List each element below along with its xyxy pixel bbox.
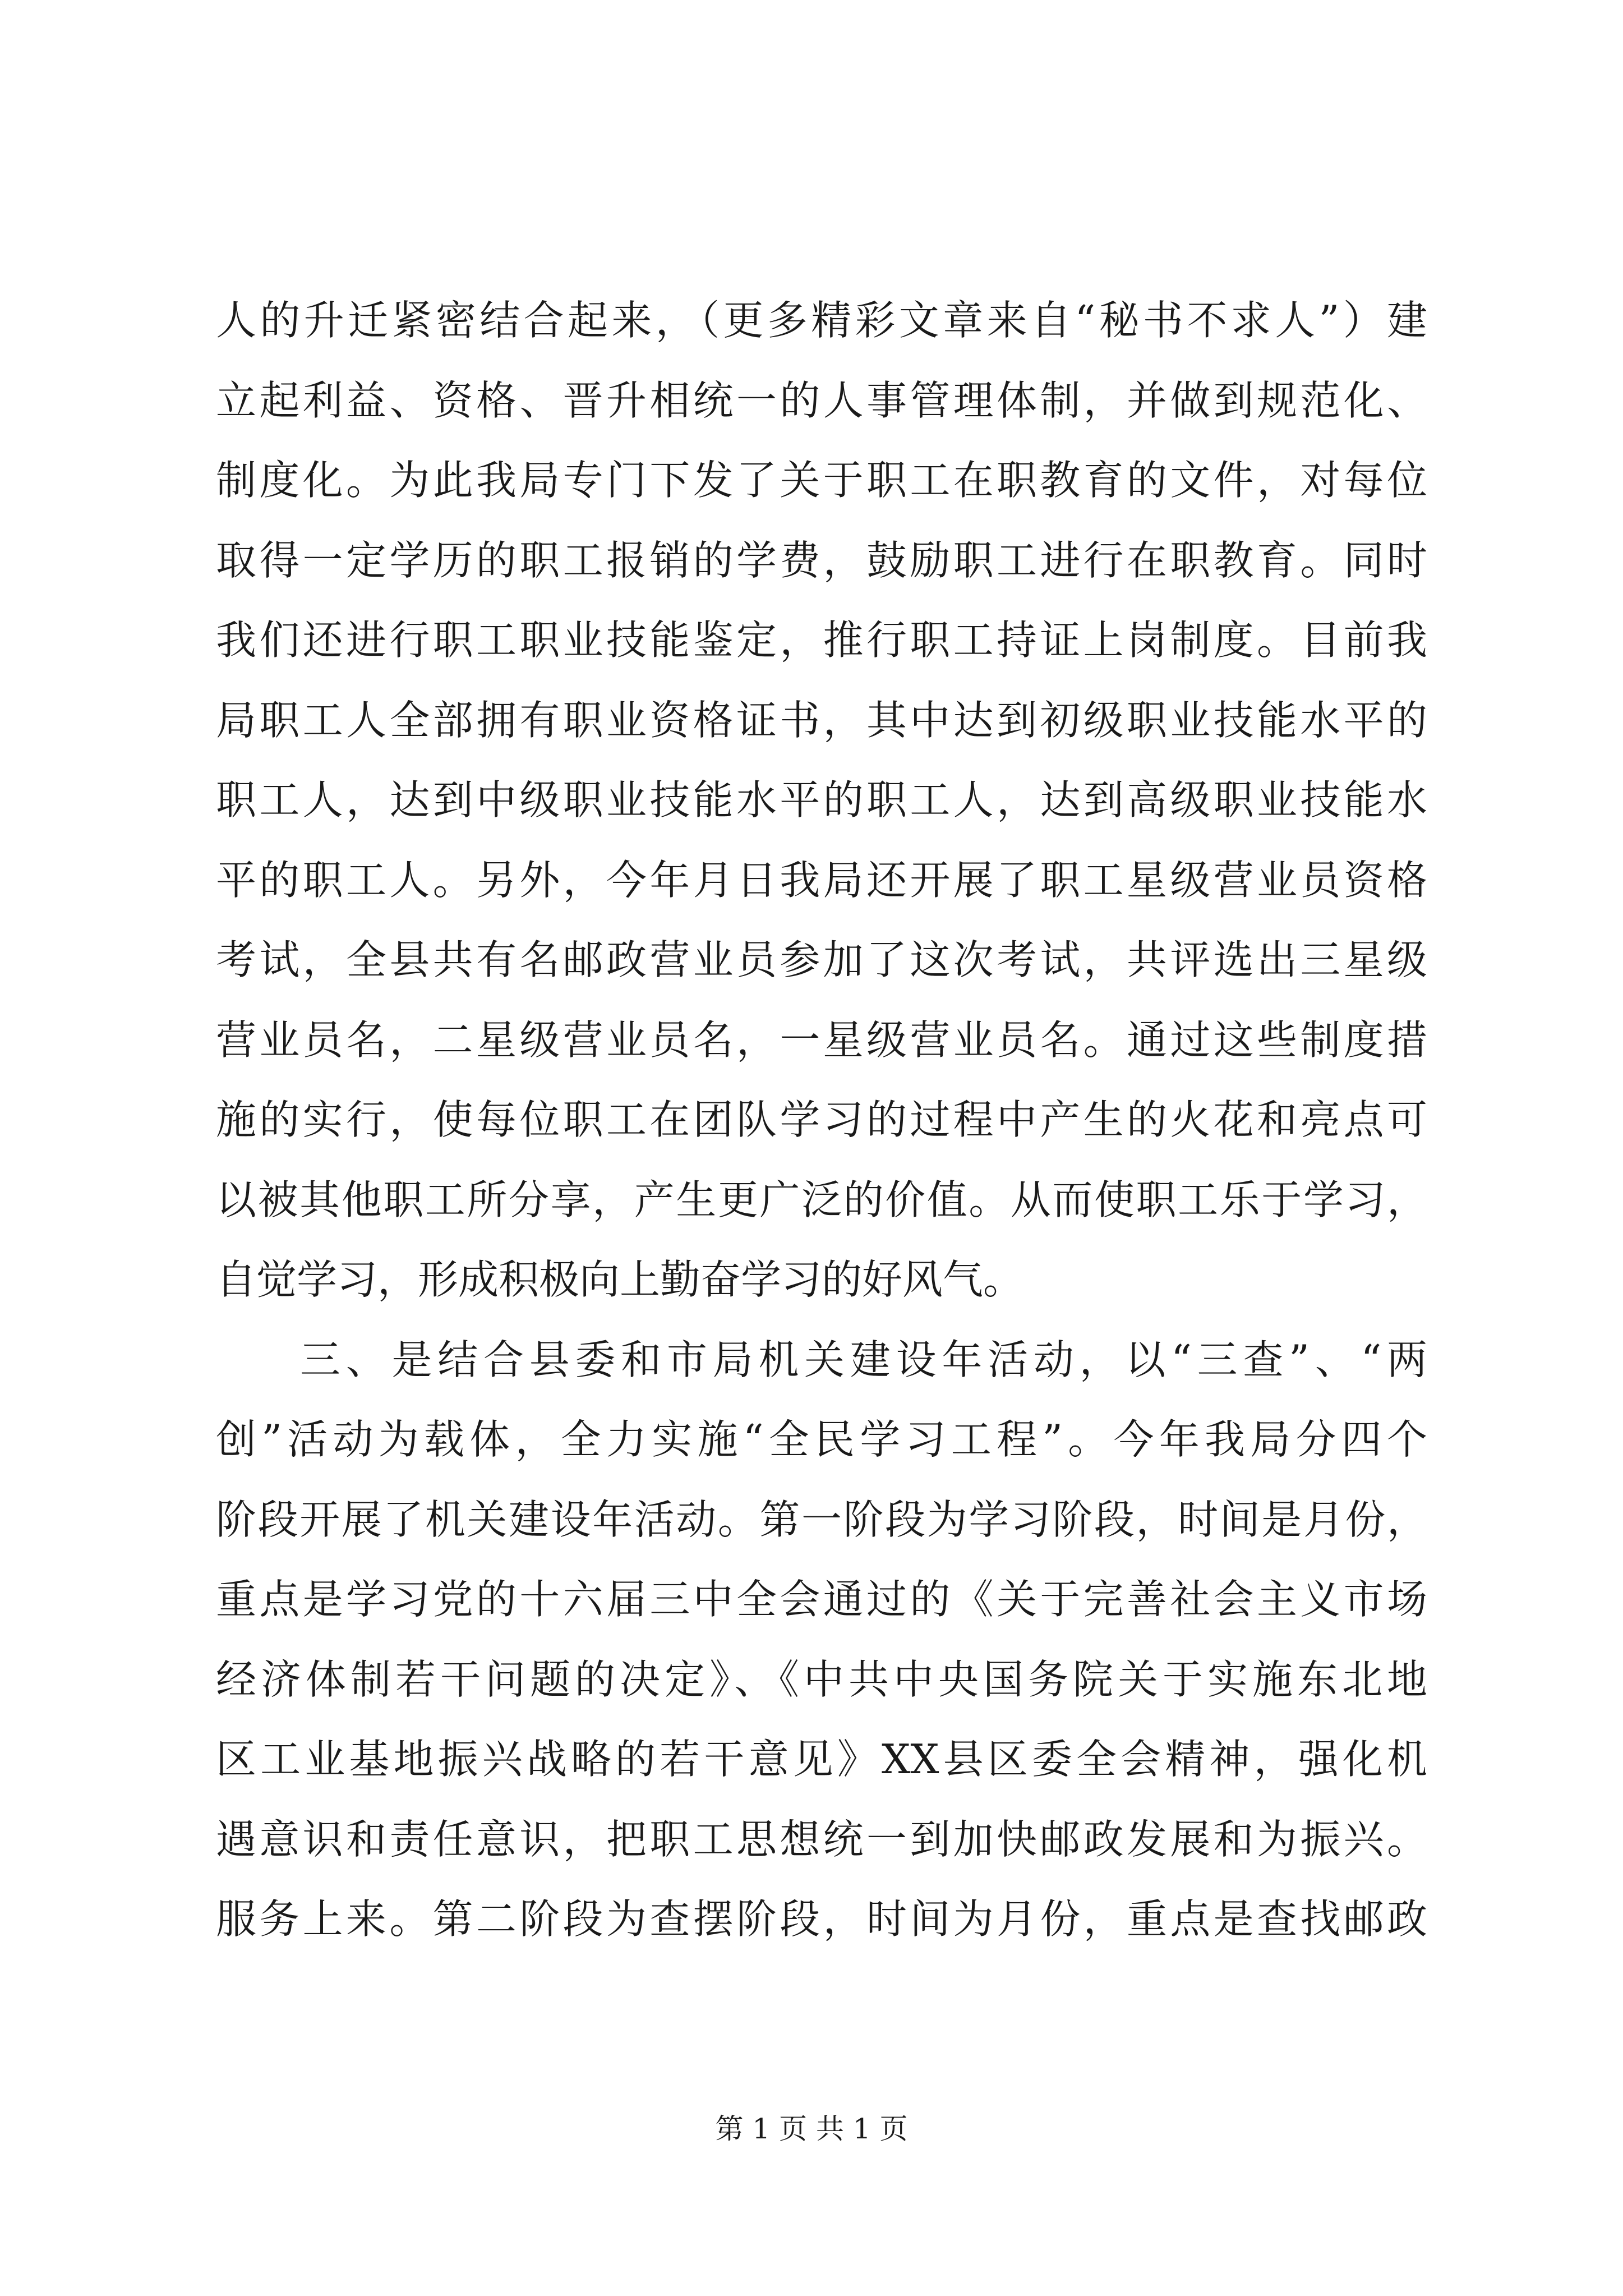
text-line: 创”活动为载体，全力实施“全民学习工程”。今年我局分四个	[216, 1416, 1427, 1463]
text-line: 遇意识和责任意识，把职工思想统一到加快邮政发展和为振兴。	[216, 1815, 1427, 1863]
text-line: 以被其他职工所分享，产生更广泛的价值。从而使职工乐于学习，	[216, 1176, 1427, 1223]
text-line: 施的实行，使每位职工在团队学习的过程中产生的火花和亮点可	[216, 1096, 1427, 1143]
text-line: 阶段开展了机关建设年活动。第一阶段为学习阶段，时间是月份，	[216, 1496, 1427, 1543]
text-line: 区工业基地振兴战略的若干意见》XX县区委全会精神，强化机	[216, 1736, 1427, 1783]
text-line: 服务上来。第二阶段为查摆阶段，时间为月份，重点是查找邮政	[216, 1895, 1427, 1943]
text-line: 人的升迁紧密结合起来，（更多精彩文章来自“秘书不求人”）建	[216, 297, 1427, 344]
text-line: 经济体制若干问题的决定》、《中共中央国务院关于实施东北地	[216, 1655, 1427, 1703]
document-body	[216, 280, 1427, 1959]
paragraph-start-line: 三、是结合县委和市局机关建设年活动，以“三查”、“两	[300, 1336, 1427, 1383]
text-line: 局职工人全部拥有职业资格证书，其中达到初级职业技能水平的	[216, 696, 1427, 744]
text-line: 考试，全县共有名邮政营业员参加了这次考试，共评选出三星级	[216, 936, 1427, 983]
text-line: 职工人，达到中级职业技能水平的职工人，达到高级职业技能水	[216, 776, 1427, 823]
text-line: 营业员名，二星级营业员名，一星级营业员名。通过这些制度措	[216, 1016, 1427, 1064]
text-line: 制度化。为此我局专门下发了关于职工在职教育的文件，对每位	[216, 457, 1427, 504]
text-line: 我们还进行职工职业技能鉴定，推行职工持证上岗制度。目前我	[216, 616, 1427, 664]
text-line: 重点是学习党的十六届三中全会通过的《关于完善社会主义市场	[216, 1576, 1427, 1623]
page-number-footer: 第 1 页 共 1 页	[715, 2113, 908, 2145]
text-line: 平的职工人。另外，今年月日我局还开展了职工星级营业员资格	[216, 856, 1427, 904]
text-line: 取得一定学历的职工报销的学费，鼓励职工进行在职教育。同时	[216, 536, 1427, 584]
paragraph-end-line: 自觉学习，形成积极向上勤奋学习的好风气。	[216, 1256, 1024, 1303]
text-line: 立起利益、资格、晋升相统一的人事管理体制，并做到规范化、	[216, 376, 1427, 424]
